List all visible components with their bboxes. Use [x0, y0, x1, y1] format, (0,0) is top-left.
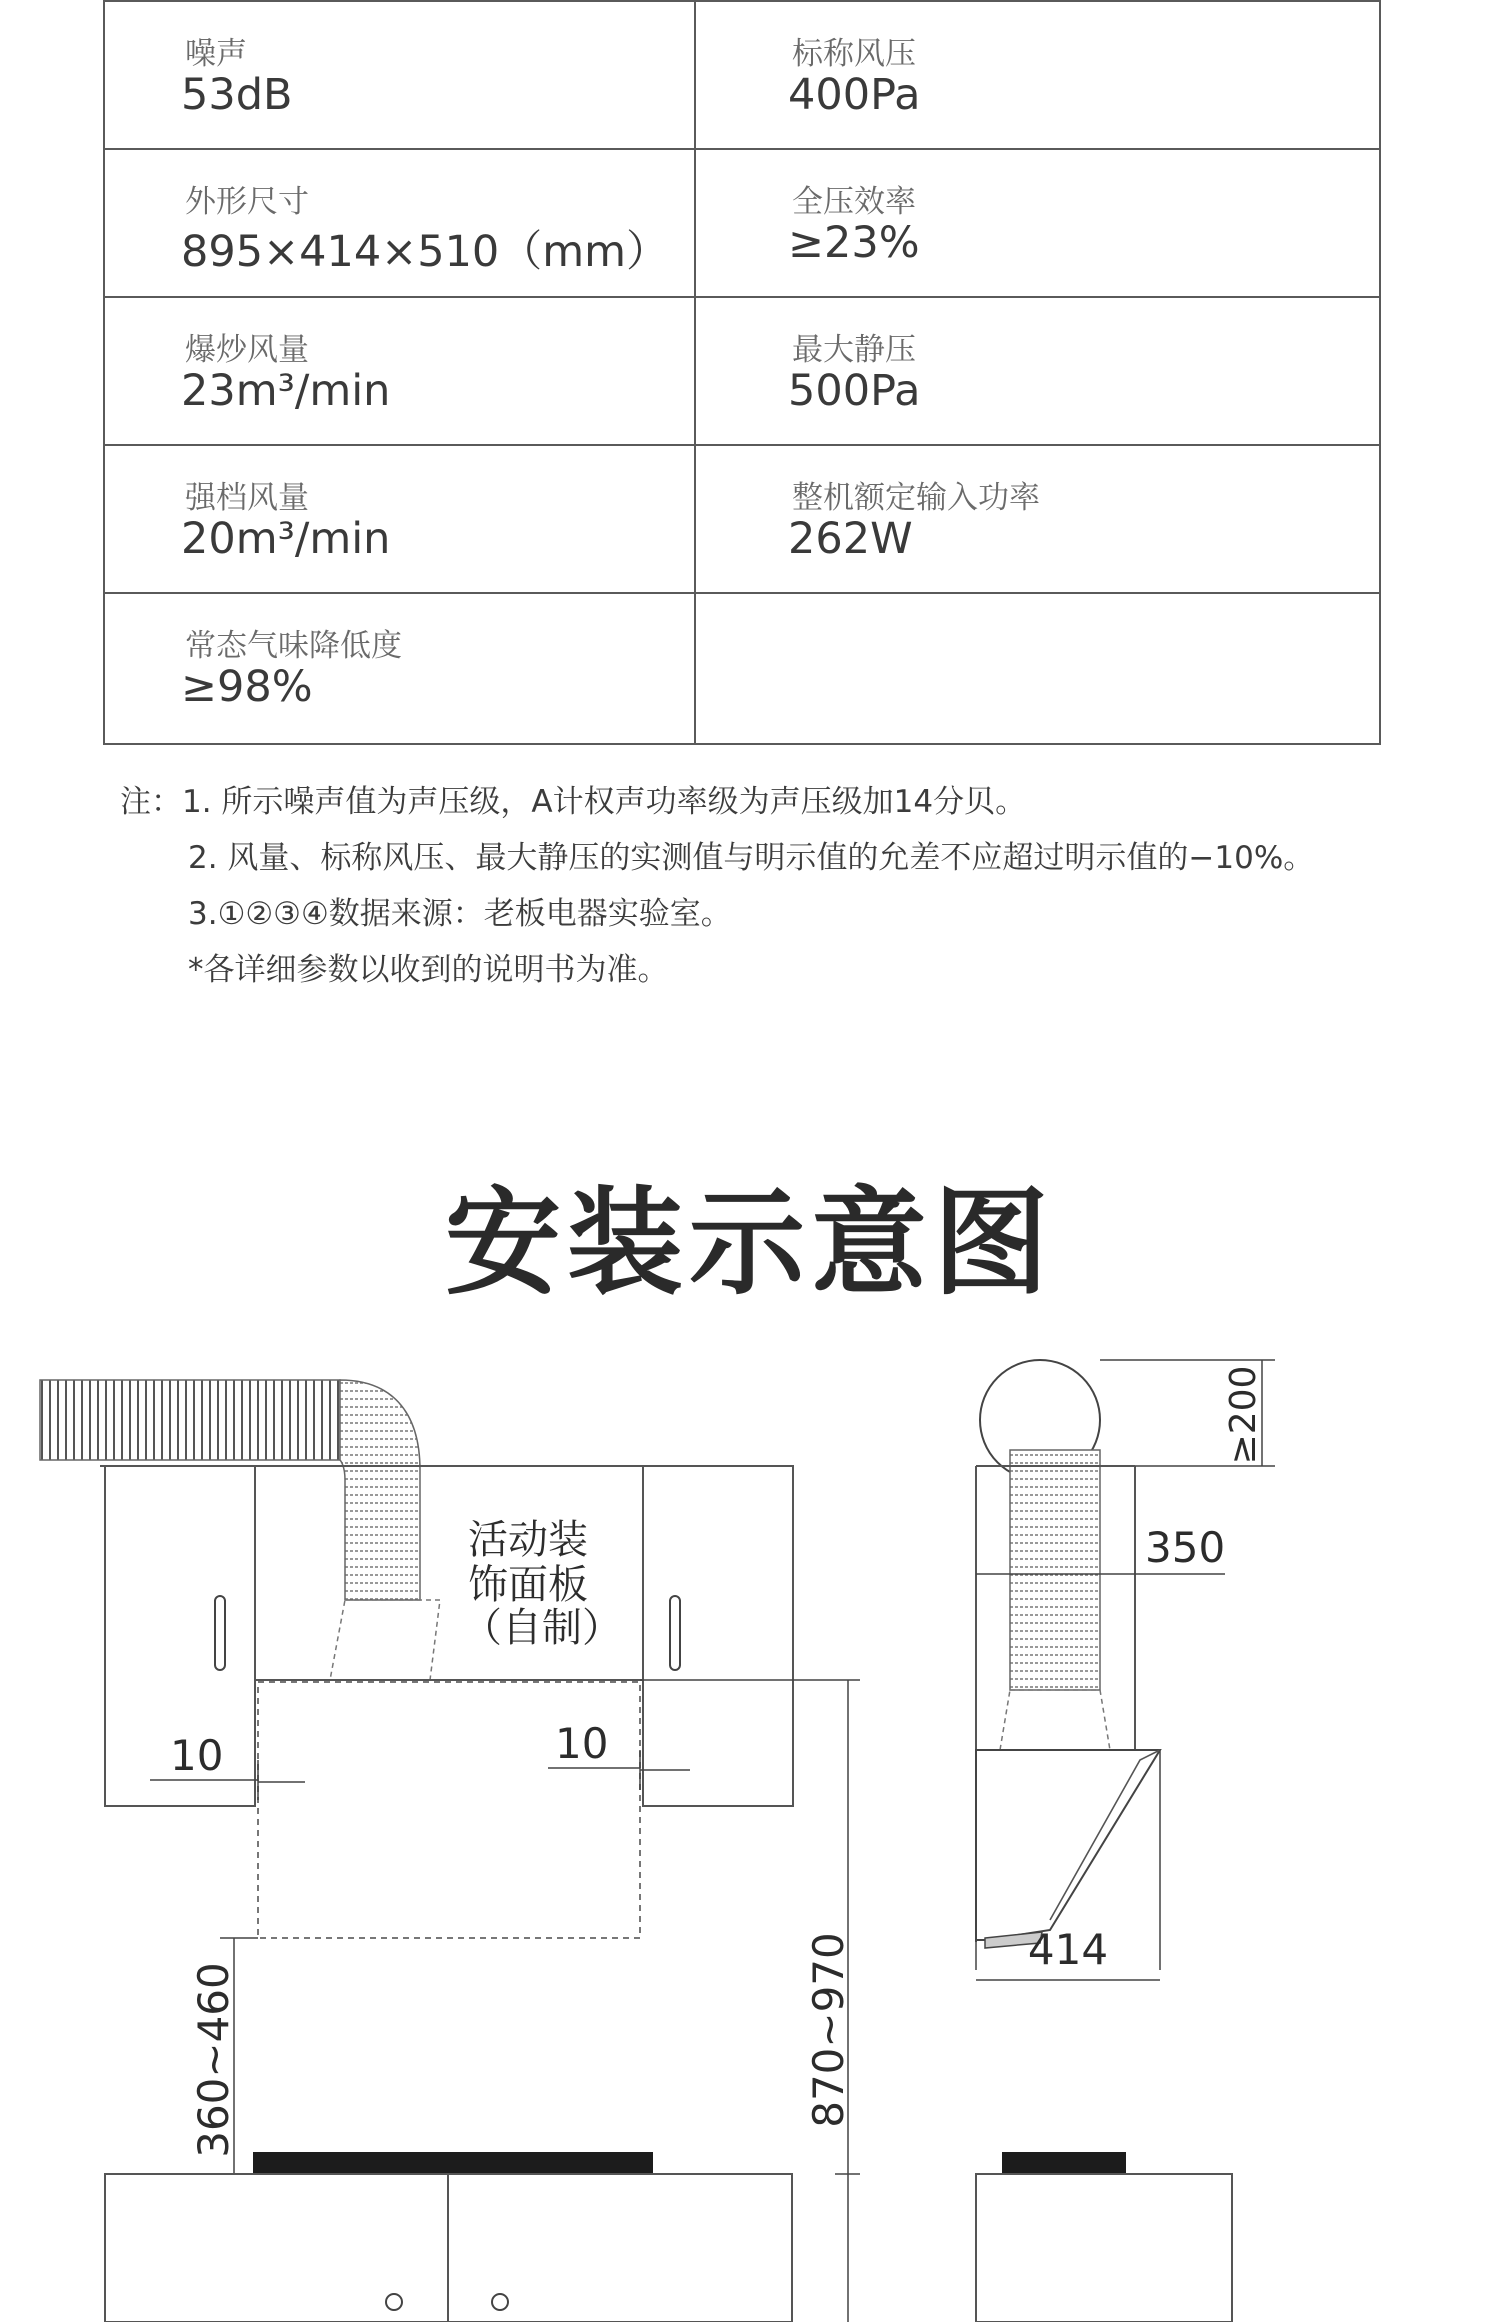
note-line-1: 注：1. 所示噪声值为声压级，A计权声功率级为声压级加14分贝。 [120, 784, 1027, 820]
spec-label: 整机额定输入功率 [792, 480, 1040, 516]
spec-value: 400Pa [788, 70, 921, 120]
dim-gap-right: 10 [555, 1719, 609, 1768]
right-base-cabinet [448, 2174, 792, 2322]
dim-height-total: 870~970 [804, 1932, 853, 2128]
spec-value: 500Pa [788, 366, 921, 416]
spec-value: 895×414×510（mm） [181, 227, 670, 277]
duct-transition [1000, 1690, 1110, 1750]
left-base-cabinet [105, 2174, 448, 2322]
spec-label: 外形尺寸 [185, 184, 309, 220]
spec-cell-noise [105, 2, 696, 148]
dim-depth-bottom: 414 [1027, 1925, 1109, 1974]
note-line-4: *各详细参数以收到的说明书为准。 [188, 952, 669, 988]
spec-row [105, 446, 1379, 594]
panel-label-line-2: 饰面板 [468, 1562, 588, 1608]
dim-depth-top: 350 [1145, 1523, 1226, 1572]
spec-cell-rated-power [696, 446, 1379, 592]
front-view [40, 1380, 860, 2322]
spec-cell-nominal-pressure [696, 2, 1379, 148]
spec-cell-empty [696, 594, 1379, 745]
duct-horizontal [40, 1380, 340, 1460]
dim-duct-clearance: ≥200 [1223, 1365, 1264, 1465]
spec-cell-high-airflow [105, 446, 696, 592]
note-line-3: 3.①②③④数据来源：老板电器实验室。 [188, 896, 732, 932]
duct-adapter [330, 1600, 440, 1680]
spec-table [103, 0, 1381, 745]
base-cabinet-knob-left [386, 2294, 402, 2310]
dim-gap-left: 10 [170, 1731, 224, 1780]
panel-label-line-1: 活动装 [468, 1517, 588, 1563]
spec-label: 全压效率 [792, 184, 916, 220]
spec-label: 爆炒风量 [185, 332, 309, 368]
spec-label: 标称风压 [792, 36, 916, 72]
panel-label-line-3: （自制） [462, 1605, 622, 1651]
note-line-2: 2. 风量、标称风压、最大静压的实测值与明示值的允差不应超过明示值的−10%。 [188, 840, 1315, 876]
spec-cell-stirfry-airflow [105, 298, 696, 444]
spec-row [105, 594, 1379, 745]
duct-bend [340, 1380, 420, 1600]
section-title: 安装示意图 [445, 1176, 1055, 1311]
cooktop [253, 2152, 653, 2174]
installation-diagram-svg [0, 1340, 1500, 2322]
spec-label: 噪声 [185, 36, 247, 72]
base-cabinet-knob-right [492, 2294, 508, 2310]
spec-label: 强档风量 [185, 480, 309, 516]
right-wall-cabinet [643, 1466, 793, 1806]
left-cabinet-handle [215, 1596, 225, 1670]
spec-value: 262W [788, 514, 913, 564]
spec-cell-odor-reduction [105, 594, 696, 745]
spec-row [105, 298, 1379, 446]
spec-value: 23m³/min [181, 366, 391, 416]
side-view [976, 1360, 1275, 2322]
side-base-cabinet [976, 2174, 1232, 2322]
spec-value: ≥98% [181, 662, 313, 712]
installation-diagram [0, 1340, 1500, 2322]
hood-side-profile [976, 1750, 1160, 1940]
right-cabinet-handle [670, 1596, 680, 1670]
spec-cell-efficiency [696, 150, 1379, 296]
spec-value: ≥23% [788, 218, 920, 268]
spec-label: 常态气味降低度 [185, 628, 402, 664]
spec-value: 20m³/min [181, 514, 391, 564]
spec-row [105, 2, 1379, 150]
spec-row [105, 150, 1379, 298]
duct-vertical [1010, 1450, 1100, 1690]
side-cooktop [1002, 2152, 1126, 2174]
spec-label: 最大静压 [792, 332, 916, 368]
dim-height-hood: 360~460 [189, 1962, 238, 2158]
spec-cell-max-static-pressure [696, 298, 1379, 444]
spec-value: 53dB [181, 70, 293, 120]
spec-cell-dimensions [105, 150, 696, 296]
